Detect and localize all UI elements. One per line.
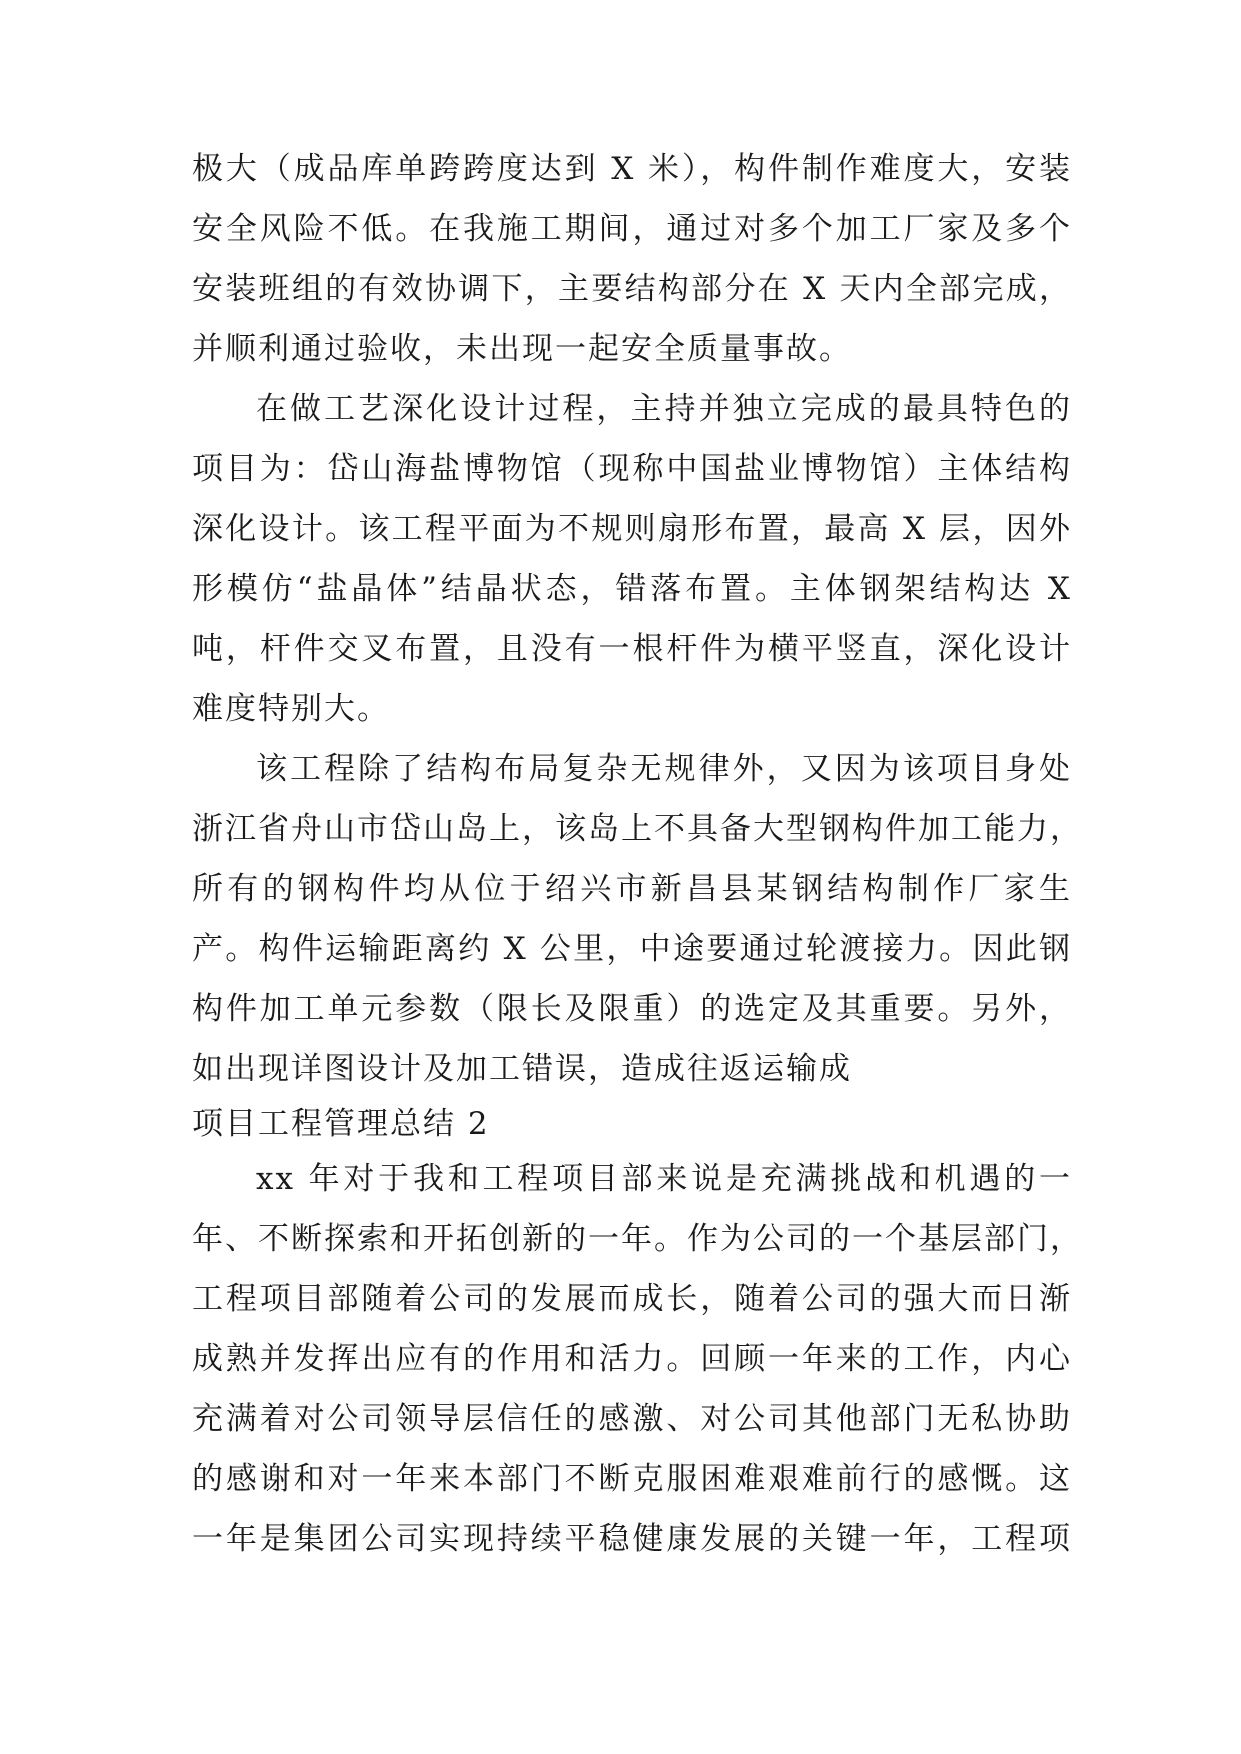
text-line: 吨，杆件交叉布置，且没有一根杆件为横平竖直，深化设计 (192, 631, 1072, 667)
text-line: 极大（成品库单跨跨度达到 X 米），构件制作难度大，安装 (192, 151, 1072, 187)
text-line: 难度特别大。 (192, 691, 390, 727)
text-line: 并顺利通过验收，未出现一起安全质量事故。 (192, 331, 852, 367)
paragraph-first-line: xx 年对于我和工程项目部来说是充满挑战和机遇的一 (256, 1161, 1072, 1197)
text-line: 形模仿“盐晶体”结晶状态，错落布置。主体钢架结构达 X (192, 571, 1072, 607)
text-line: 充满着对公司领导层信任的感激、对公司其他部门无私协助 (192, 1401, 1072, 1437)
text-line: 安全风险不低。在我施工期间，通过对多个加工厂家及多个 (192, 211, 1072, 247)
text-line: 构件加工单元参数（限长及限重）的选定及其重要。另外， (192, 991, 1072, 1027)
text-line: 项目为：岱山海盐博物馆（现称中国盐业博物馆）主体结构 (192, 451, 1072, 487)
text-line: 所有的钢构件均从位于绍兴市新昌县某钢结构制作厂家生 (192, 871, 1072, 907)
text-line: 的感谢和对一年来本部门不断克服困难艰难前行的感慨。这 (192, 1461, 1072, 1497)
paragraph-first-line: 在做工艺深化设计过程，主持并独立完成的最具特色的 (256, 391, 1072, 427)
text-line: 成熟并发挥出应有的作用和活力。回顾一年来的工作，内心 (192, 1341, 1072, 1377)
section-heading: 项目工程管理总结 2 (192, 1106, 490, 1142)
text-line: 安装班组的有效协调下，主要结构部分在 X 天内全部完成， (192, 271, 1072, 307)
text-line: 浙江省舟山市岱山岛上，该岛上不具备大型钢构件加工能力， (192, 811, 1083, 847)
text-line: 一年是集团公司实现持续平稳健康发展的关键一年，工程项 (192, 1521, 1072, 1557)
text-line: 年、不断探索和开拓创新的一年。作为公司的一个基层部门， (192, 1221, 1083, 1257)
text-line: 工程项目部随着公司的发展而成长，随着公司的强大而日渐 (192, 1281, 1072, 1317)
text-line: 产。构件运输距离约 X 公里，中途要通过轮渡接力。因此钢 (192, 931, 1072, 967)
text-line: 如出现详图设计及加工错误，造成往返运输成 (192, 1051, 852, 1087)
paragraph-first-line: 该工程除了结构布局复杂无规律外，又因为该项目身处 (256, 751, 1072, 787)
text-line: 深化设计。该工程平面为不规则扇形布置，最高 X 层，因外 (192, 511, 1072, 547)
